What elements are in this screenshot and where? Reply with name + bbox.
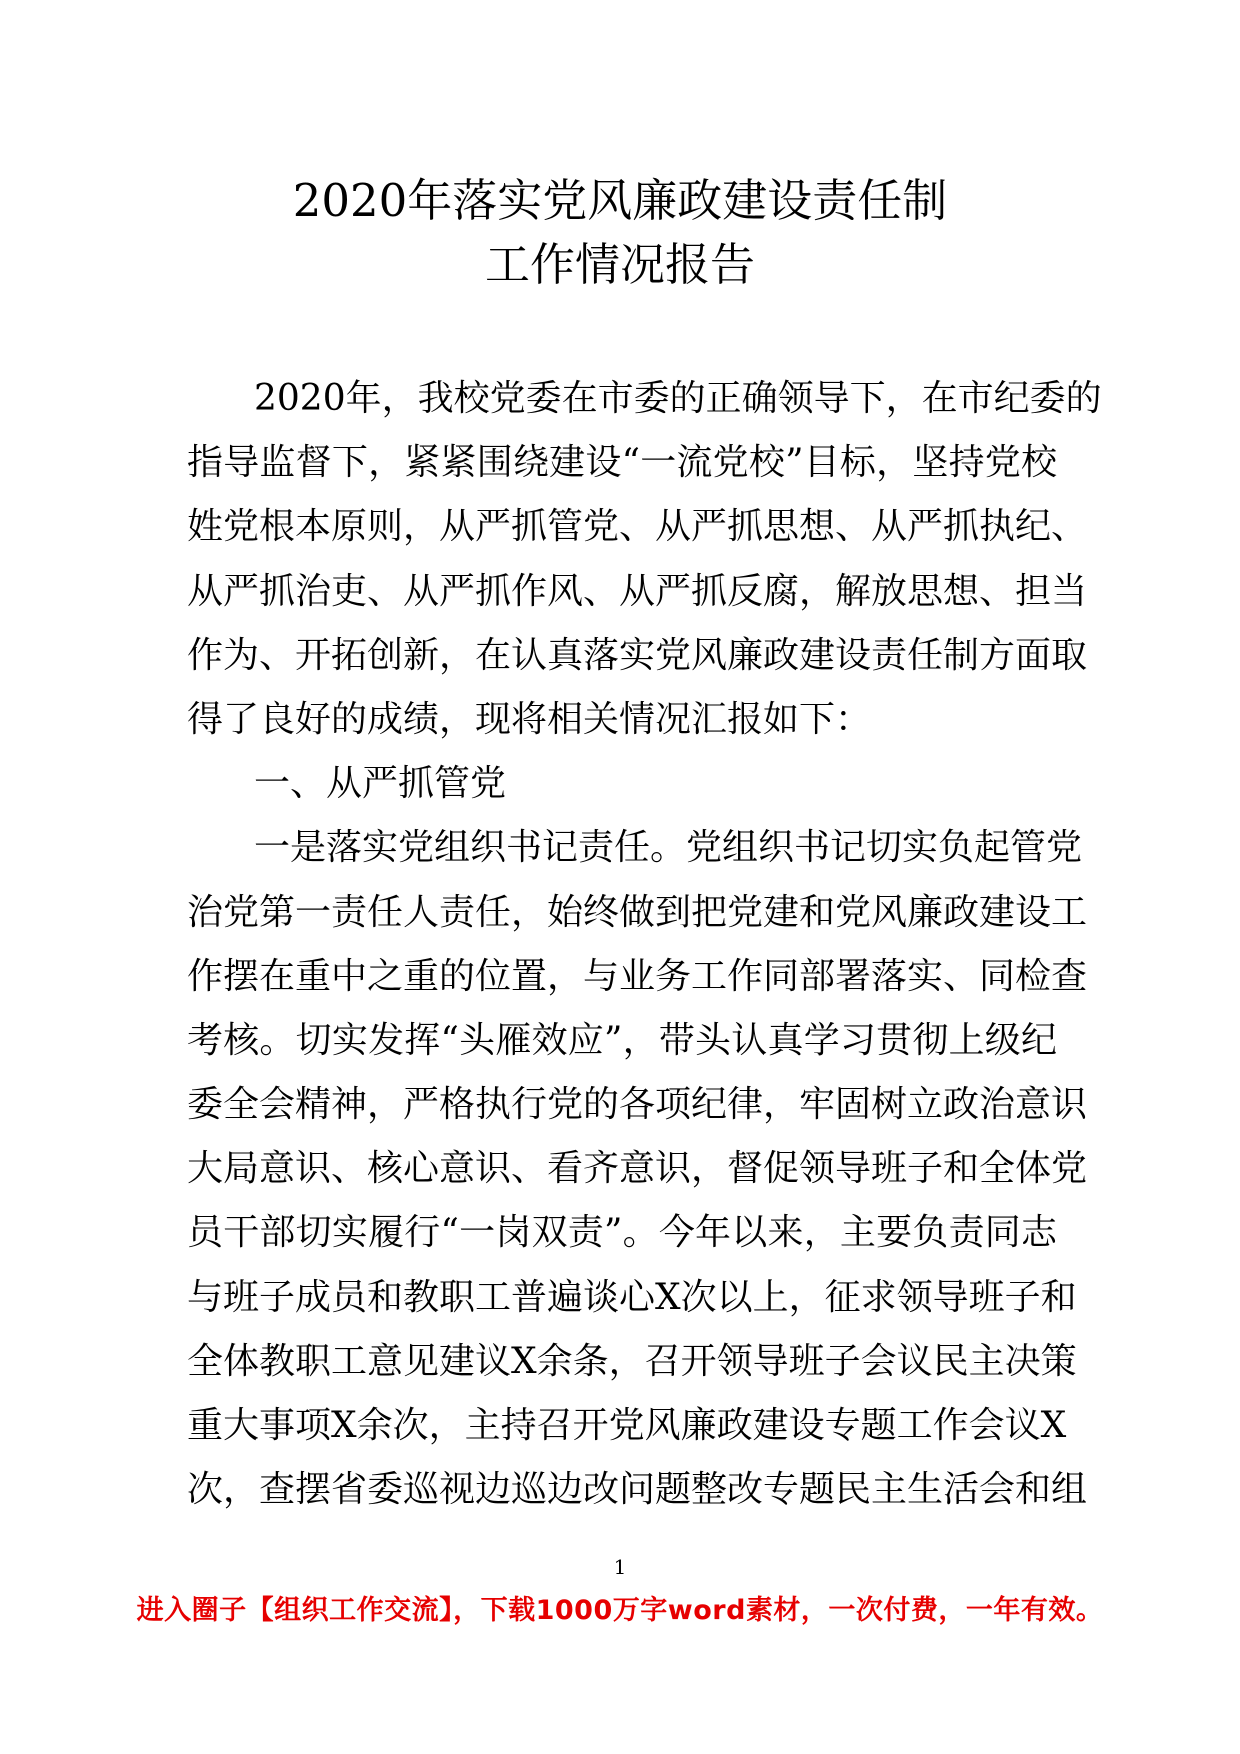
document-title-line-2: 工作情况报告 <box>484 238 755 291</box>
body-line: 大局意识、核心意识、看齐意识，督促领导班子和全体党 <box>187 1148 1088 1190</box>
body-line: 重大事项X余次，主持召开党风廉政建设专题工作会议X <box>187 1405 1067 1446</box>
body-line: 指导监督下，紧紧围绕建设“一流党校”目标，坚持党校 <box>187 442 1057 484</box>
body-line: 作摆在重中之重的位置，与业务工作同部署落实、同检查 <box>187 955 1088 997</box>
body-line: 考核。切实发挥“头雁效应”，带头认真学习贯彻上级纪 <box>187 1019 1057 1061</box>
body-line: 次，查摆省委巡视边巡边改问题整改专题民主生活会和组 <box>187 1469 1088 1511</box>
body-line: 一是落实党组织书记责任。党组织书记切实负起管党 <box>254 827 1083 869</box>
body-line: 作为、开拓创新，在认真落实党风廉政建设责任制方面取 <box>187 634 1088 676</box>
body-line: 治党第一责任人责任，始终做到把党建和党风廉政建设工 <box>187 891 1088 933</box>
body-line: 得了良好的成绩，现将相关情况汇报如下： <box>187 698 872 740</box>
page-number: 1 <box>613 1555 627 1579</box>
body-line: 2020年，我校党委在市委的正确领导下，在市纪委的 <box>254 378 1102 419</box>
section-heading: 一、从严抓管党 <box>254 763 507 805</box>
body-line: 全体教职工意见建议X余条，召开领导班子会议民主决策 <box>187 1340 1077 1382</box>
body-line: 委全会精神，严格执行党的各项纪律，牢固树立政治意识 <box>187 1084 1088 1126</box>
body-line: 从严抓治吏、从严抓作风、从严抓反腐，解放思想、担当 <box>187 570 1088 612</box>
promo-banner-text: 进入圈子【组织工作交流】，下载1000万字word素材，一次付费，一年有效。 <box>136 1595 1104 1626</box>
document-body <box>187 367 1102 1522</box>
document-title-line-1: 2020年落实党风廉政建设责任制 <box>292 174 948 227</box>
body-line: 姓党根本原则，从严抓管党、从严抓思想、从严抓执纪、 <box>187 506 1088 548</box>
body-line: 员干部切实履行“一岗双责”。今年以来，主要负责同志 <box>187 1212 1057 1254</box>
body-line: 与班子成员和教职工普遍谈心X次以上，征求领导班子和 <box>187 1276 1077 1318</box>
